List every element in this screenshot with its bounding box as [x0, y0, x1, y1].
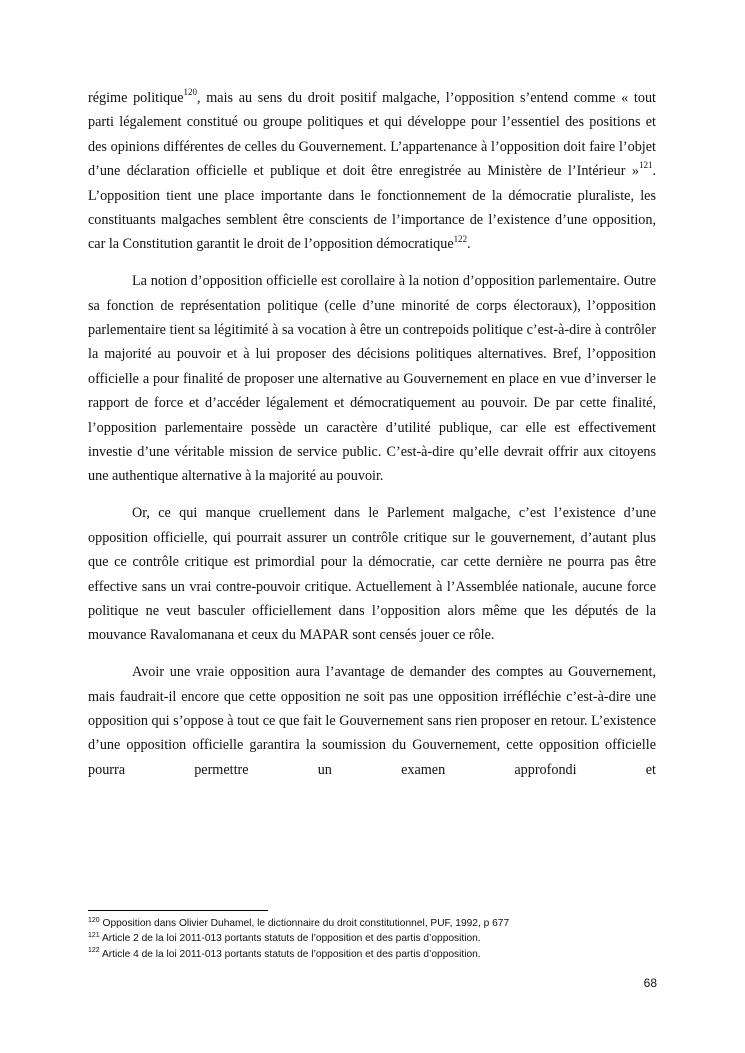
paragraph-1-text-b: , mais au sens du droit positif malgache, l’opposition s’entend comme « tout parti légalement constitué ou groupe politiques et qui développe pour l’essentiel des positions et des opinions différentes de celles du Gouvernement. L’appartenance à l’opposition doit faire l’objet d’une déclaration officielle et publique et doit être enregistrée au Ministère de l’Intérieur » — [88, 90, 656, 180]
footnote-text: Article 4 de la loi 2011-013 portants statuts de l’opposition et des partis d’opposition. — [99, 948, 481, 960]
paragraph-1-text-a: régime politique — [88, 90, 184, 106]
footnote-120 — [88, 916, 656, 931]
paragraph-1-text-c: . L’opposition tient une place importante dans le fonctionnement de la démocratie pluraliste, les constituants malgaches semblent être conscients de l’importance de l’existence d’une opposition, car la Constitution garantit le droit de l’opposition démocratique — [88, 163, 656, 253]
footnote-ref-120[interactable]: 120 — [183, 87, 198, 98]
footnote-text: Opposition dans Olivier Duhamel, le dictionnaire du droit constitutionnel, PUF, 1992, p 677 — [99, 918, 510, 929]
footnote-122 — [88, 947, 656, 962]
footnote-number: 120 — [88, 916, 100, 924]
paragraph-2: La notion d’opposition officielle est corollaire à la notion d’opposition parlementaire. Outre sa fonction de représentation politique (celle d’une minorité de corps électoraux), l’opposition parlementaire tient sa légitimité à sa vocation à être un contrepoids politique c’est-à-dire à contrôler la majorité au pouvoir et à lui proposer des décisions politiques alternatives. Bref, l’opposition officielle a pour finalité de proposer une alternative au Gouvernement en place en vue d’inverser le rapport de force et d’accéder légalement et démocratiquement au pouvoir. De par cette finalité, l’opposition parlementaire possède un caractère d’utilité publique, car elle est effectivement investie d’une véritable mission de service public. C’est-à-dire qu’elle devrait offrir aux citoyens une authentique alternative à la majorité au pouvoir. — [88, 273, 656, 485]
footnote-separator — [88, 910, 268, 911]
footnote-number: 121 — [88, 932, 100, 940]
footnote-ref-121[interactable]: 121 — [638, 160, 653, 171]
paragraph-1-text-d: . — [467, 236, 471, 253]
footnote-ref-122[interactable]: 122 — [453, 233, 468, 244]
footnotes — [88, 916, 656, 962]
page-number: 68 — [643, 976, 657, 990]
body-text — [88, 86, 656, 782]
paragraph-3: Or, ce qui manque cruellement dans le Parlement malgache, c’est l’existence d’une opposition officielle, qui pourrait assurer un contrôle critique sur le gouvernement, d’autant plus que ce contrôle critique est primordial pour la démocratie, car cette dernière ne pourra pas être effective sans un vrai contre-pouvoir critique. Actuellement à l’Assemblée nationale, aucune force politique ne veut basculer officiellement dans l’opposition alors même que les députés de la mouvance Ravalomanana et ceux du MAPAR sont censés jouer ce rôle. — [88, 505, 656, 644]
footnote-text: Article 2 de la loi 2011-013 portants statuts de l’opposition et des partis d’opposition. — [99, 933, 481, 945]
paragraph-1 — [88, 86, 656, 257]
footnote-121 — [88, 931, 656, 946]
footnote-number: 122 — [88, 947, 100, 955]
paragraph-4: Avoir une vraie opposition aura l’avantage de demander des comptes au Gouvernement, mais faudrait-il encore que cette opposition ne soit pas une opposition irréfléchie c’est-à-dire une opposition qui s’oppose à tout ce que fait le Gouvernement sans rien proposer en retour. L’existence d’une opposition officielle garantira la soumission du Gouvernement, cette opposition officielle pourra permettre un examen approfondi et — [88, 664, 656, 778]
